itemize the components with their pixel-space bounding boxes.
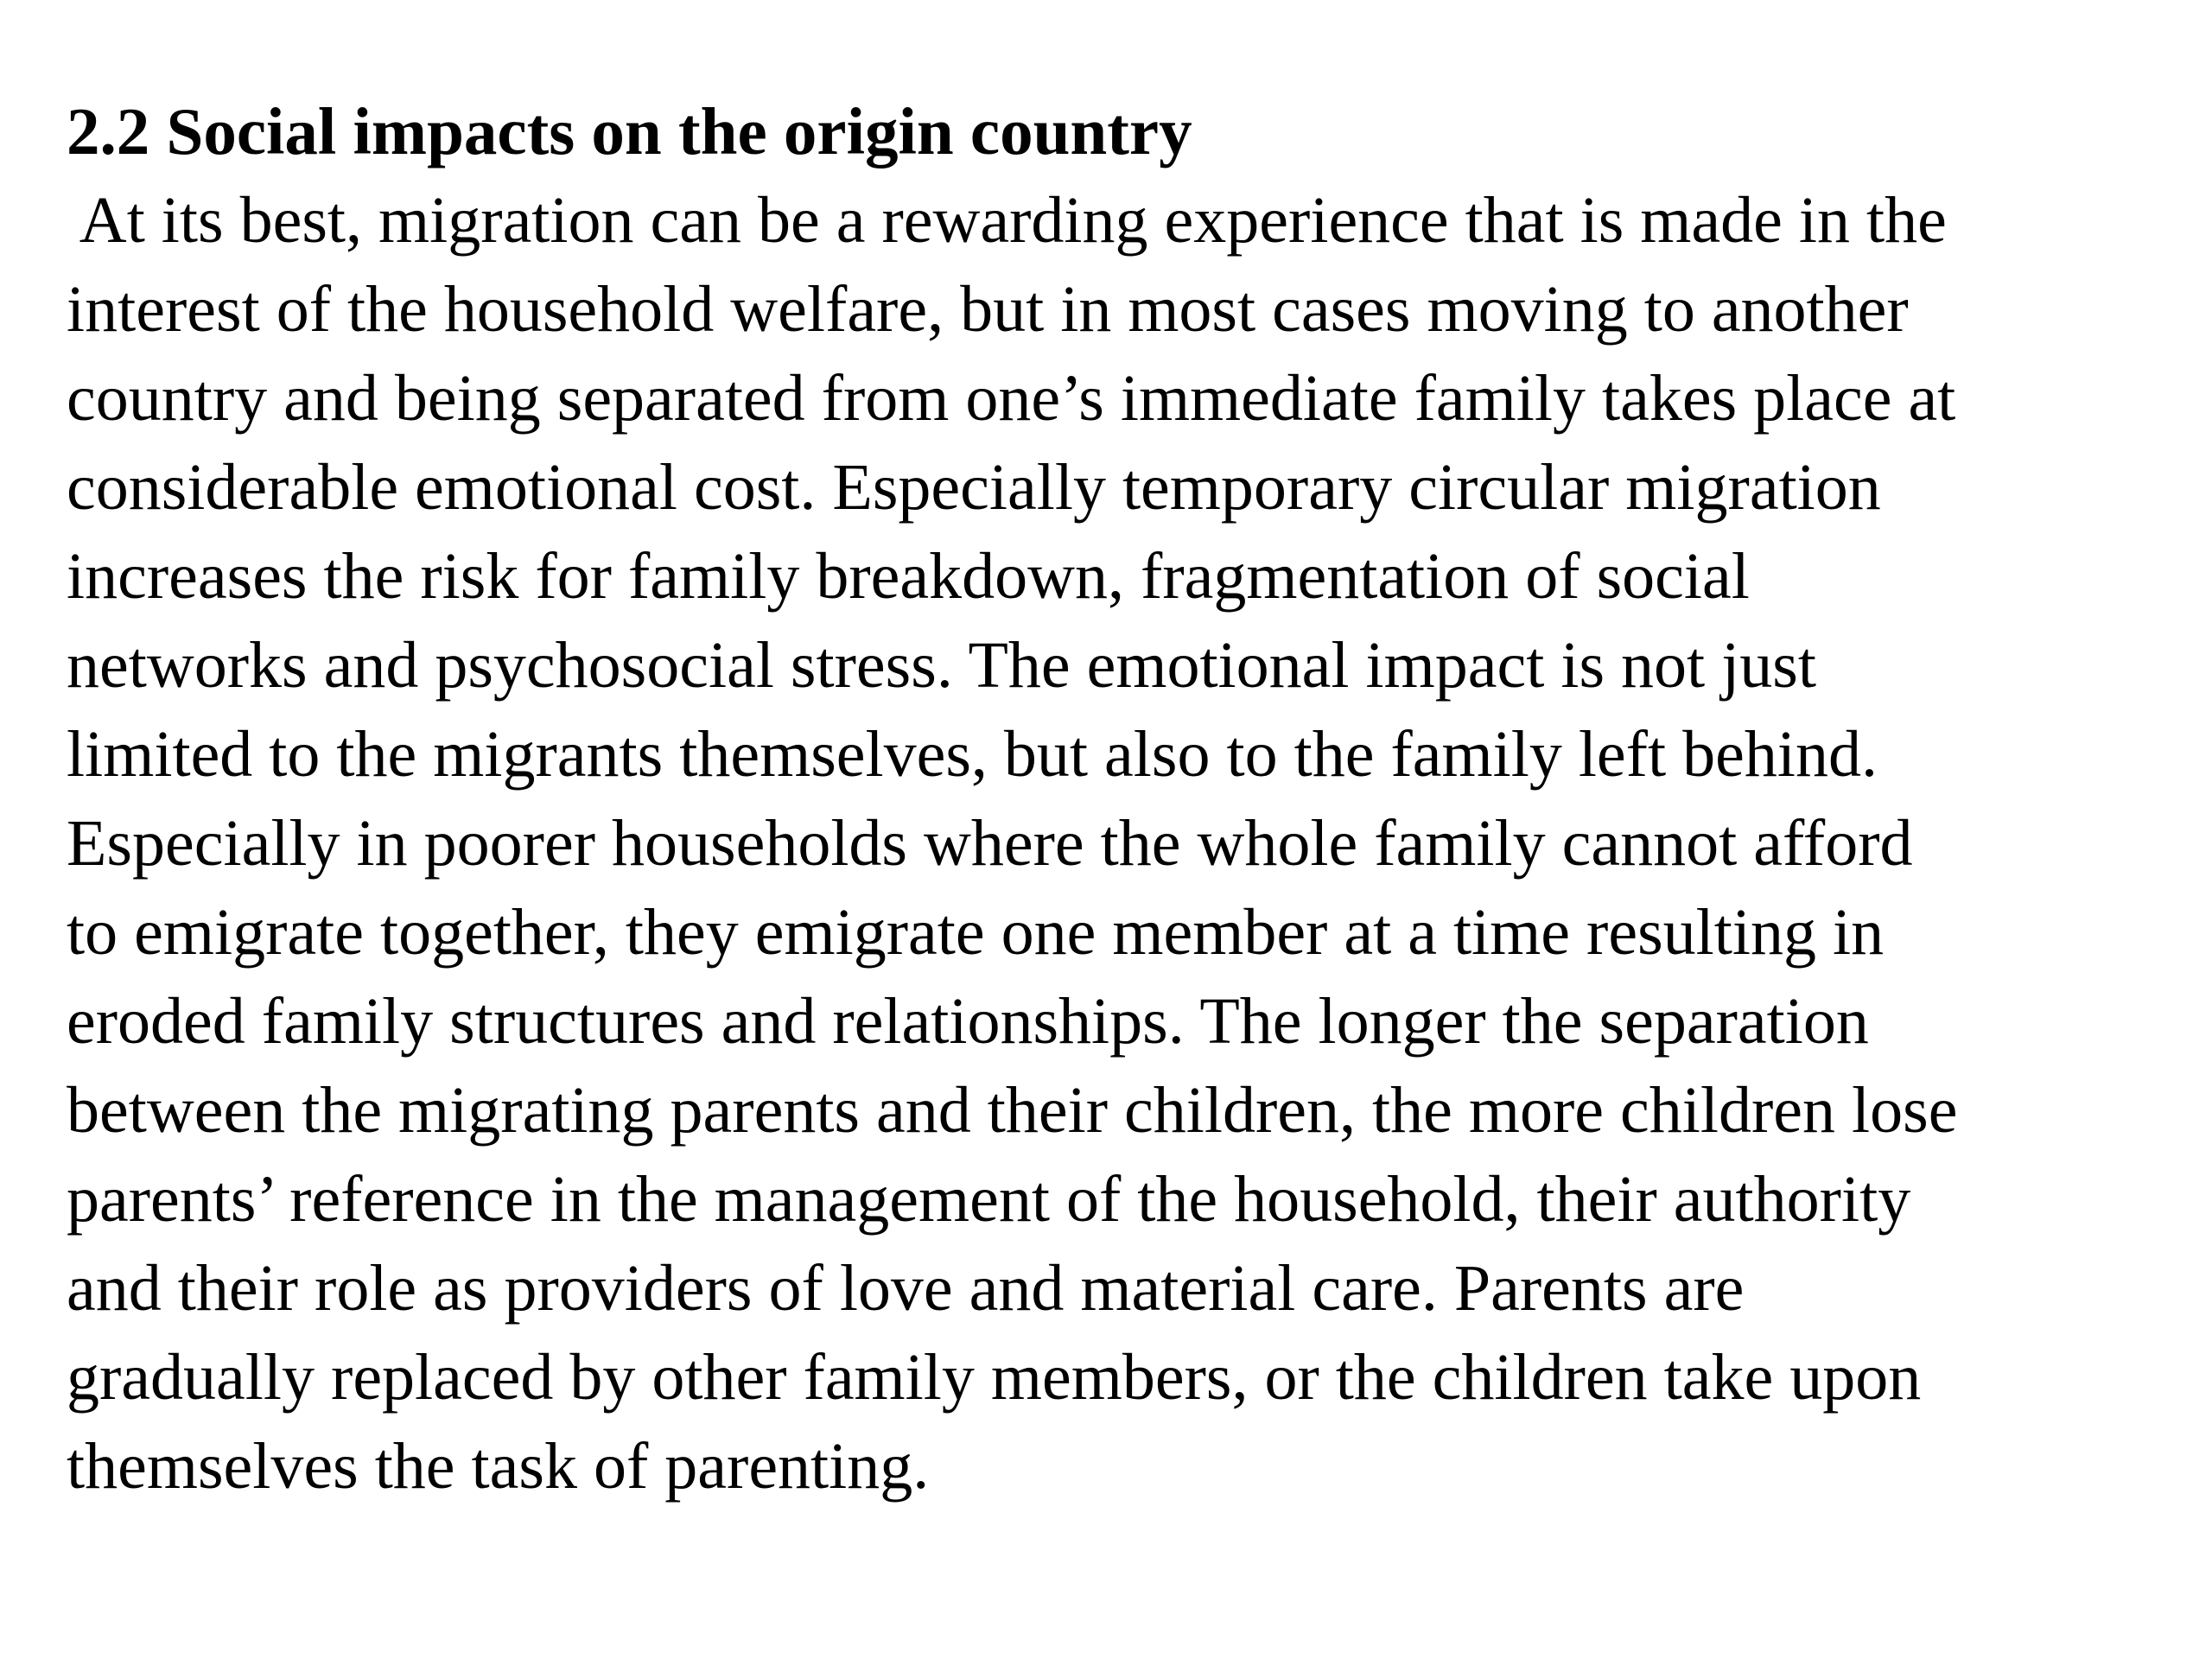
paragraph-line: country and being separated from one’s immediate family takes place at — [67, 362, 1956, 435]
paragraph-line: and their role as providers of love and material care. Parents are — [67, 1252, 1745, 1325]
paragraph-line: limited to the migrants themselves, but also to the family left behind. — [67, 718, 1878, 791]
paragraph-line: to emigrate together, they emigrate one member at a time resulting in — [67, 896, 1885, 969]
paragraph-line: interest of the household welfare, but in most cases moving to another — [67, 273, 1909, 346]
paragraph-line: At its best, migration can be a rewarding experience that is made in the — [67, 184, 1947, 257]
paragraph-line: networks and psychosocial stress. The emotional impact is not just — [67, 629, 1816, 702]
paragraph-line: eroded family structures and relationships. The longer the separation — [67, 985, 1869, 1058]
paragraph-line: Especially in poorer households where the whole family cannot afford — [67, 807, 1913, 880]
paragraph-line: considerable emotional cost. Especially temporary circular migration — [67, 451, 1881, 524]
paragraph-line: increases the risk for family breakdown, fragmentation of social — [67, 540, 1750, 613]
paragraph-line: between the migrating parents and their children, the more children lose — [67, 1074, 1958, 1147]
section-heading: 2.2 Social impacts on the origin country — [67, 94, 1192, 168]
section-paragraph — [67, 176, 2209, 1511]
paragraph-line: themselves the task of parenting. — [67, 1430, 930, 1503]
paragraph-line: parents’ reference in the management of the household, their authority — [67, 1163, 1911, 1236]
paragraph-line: gradually replaced by other family members, or the children take upon — [67, 1341, 1922, 1414]
